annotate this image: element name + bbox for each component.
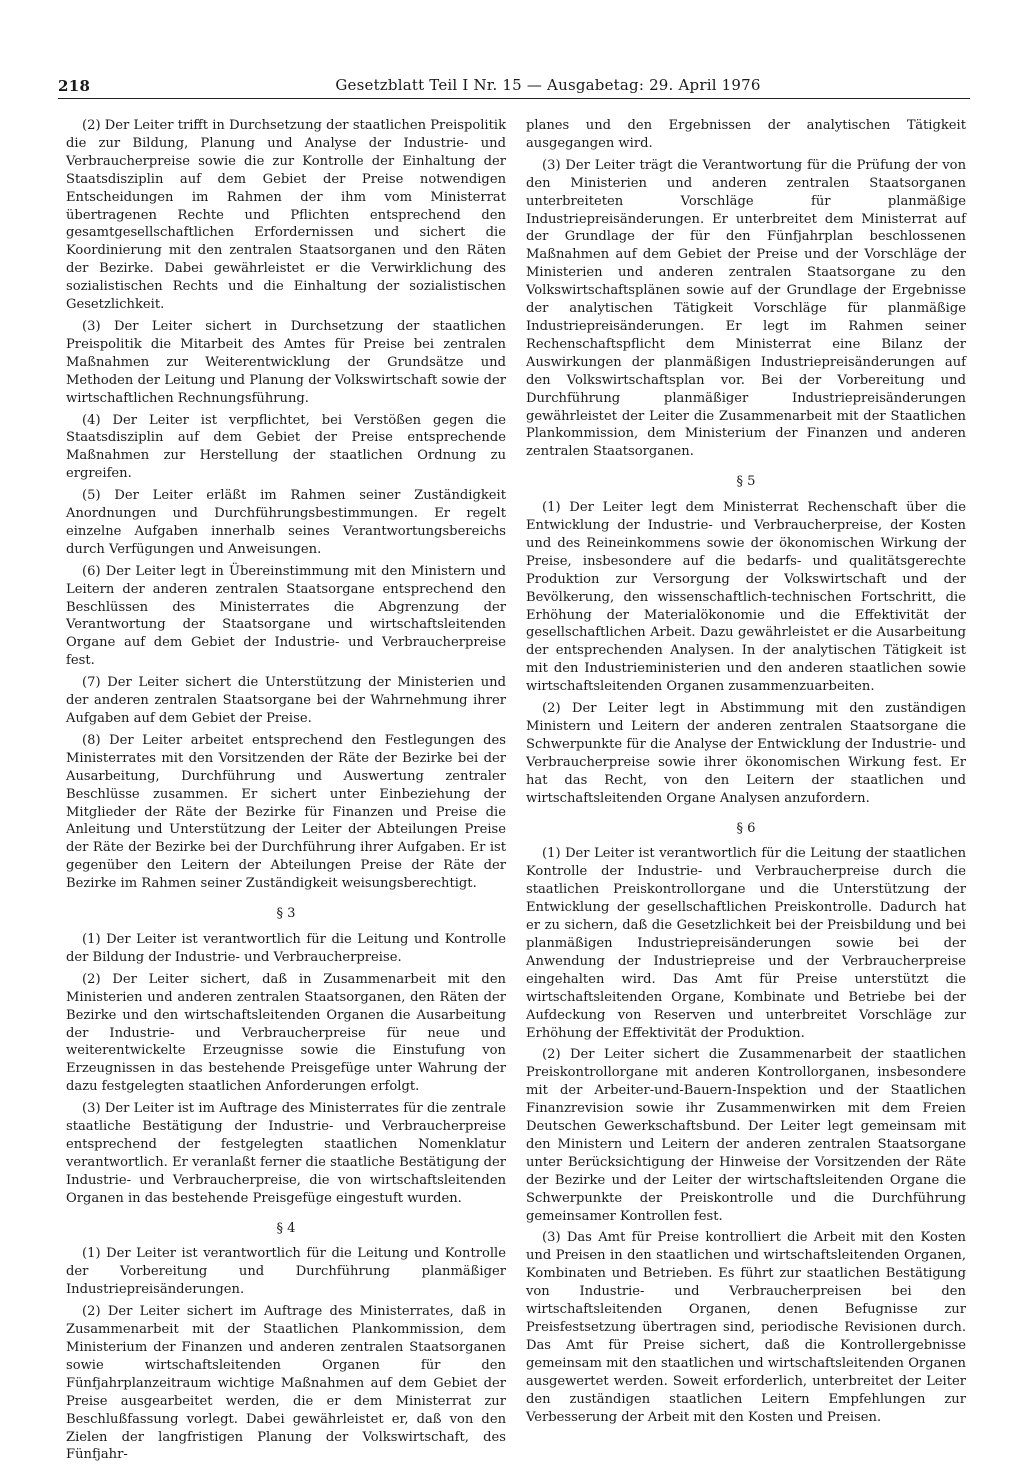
paragraph: (1) Der Leiter ist verantwortlich für die Leitung und Kontrolle der Bildung der Industrie- und Verbraucherpreise. <box>66 931 506 965</box>
paragraph: (3) Der Leiter trägt die Verantwortung für die Prüfung der von den Ministerien und anderen zentralen Staatsorganen unterbreiteten Vorschläge für planmäßige Industriepreisänderungen. Er unterbreitet dem Ministerrat auf der Grundlage der für den Fünfjahrplan beschlossenen Maßnahmen auf dem Gebiet der Preise und der Vorschläge der Ministerien und anderen zentralen Staatsorgane zu den Volkswirtschaftsplänen sowie auf der Grundlage der Ergebnisse der analytischen Tätigkeit Vorschläge für planmäßige Industriepreisänderungen. Er legt im Rahmen seiner Rechenschaftspflicht dem Ministerrat eine Bilanz der Auswirkungen der planmäßigen Industriepreisänderungen auf den Volkswirtschaftsplan vor. Bei der Vorbereitung und Durchführung planmäßiger Industriepreisänderungen gewährleistet der Leiter die Zusammenarbeit mit der Staatlichen Plankommission, dem Ministerium der Finanzen und anderen zentralen Staatsorganen. <box>526 157 966 460</box>
section-heading: § 3 <box>276 906 296 922</box>
paragraph: (2) Der Leiter trifft in Durchsetzung der staatlichen Preispolitik die zur Bildung, Planung und Analyse der Industrie- und Verbraucherpreise sowie die zur Kontrolle der Einhaltung der Staatsdisziplin auf dem Gebiet der Preise notwendigen Entscheidungen im Rahmen der ihm vom Ministerrat übertragenen Rechte und Pflichten entsprechend den gesamtgesellschaftlichen Erfordernissen und sichert die Koordinierung mit den zentralen Staatsorganen und den Räten der Bezirke. Dabei gewährleistet er die Verwirklichung des sozialistischen Rechts und die Einhaltung der sozialistischen Gesetzlichkeit. <box>66 118 506 313</box>
left-column <box>66 117 506 1468</box>
paragraph: (2) Der Leiter legt in Abstimmung mit den zuständigen Ministern und Leitern der anderen zentralen Staatsorgane die Schwerpunkte für die Analyse der Entwicklung der Industrie- und Verbraucherpreise sowie ihrer ökonomischen Wirkung fest. Er hat das Recht, von den Leitern der staatlichen und wirtschaftsleitenden Organe Analysen anzufordern. <box>526 701 966 806</box>
paragraph: (2) Der Leiter sichert, daß in Zusammenarbeit mit den Ministerien und anderen zentralen Staatsorganen, den Räten der Bezirke und den wirtschaftsleitenden Organen die Ausarbeitung der Industrie- und Verbraucherpreise für neue und weiterentwickelte Erzeugnisse sowie die Einstufung von Erzeugnissen in das bestehende Preisgefüge unter Wahrung der dazu festgelegten staatlichen Anforderungen erfolgt. <box>66 971 506 1095</box>
paragraph: (1) Der Leiter legt dem Ministerrat Rechenschaft über die Entwicklung der Industrie- und Verbraucherpreise, der Kosten und des Reineinkommens sowie der ökonomischen Wirkung der Preise, insbesondere auf die bedarfs- und qualitätsgerechte Produktion zur Versorgung der Volkswirtschaft und der Bevölkerung, den wissenschaftlich-technischen Fortschritt, die Erhöhung der Materialökonomie und die Effektivität der gesellschaftlichen Arbeit. Dazu gewährleistet er die Ausarbeitung der entsprechenden Analysen. In der analytischen Tätigkeit ist mit den Industrieministerien und den anderen staatlichen sowie wirtschaftsleitenden Organen zusammenzuarbeiten. <box>526 500 966 695</box>
paragraph: (3) Der Leiter sichert in Durchsetzung der staatlichen Preispolitik die Mitarbeit des Amtes für Preise bei zentralen Maßnahmen zur Weiterentwicklung der Grundsätze und Methoden der Leitung und Planung der Volkswirtschaft sowie der wirtschaftlichen Rechnungsführung. <box>66 318 506 406</box>
paragraph: (2) Der Leiter sichert im Auftrage des Ministerrates, daß in Zusammenarbeit mit der Staatlichen Plankommission, dem Ministerium der Finanzen und anderen zentralen Staatsorganen sowie wirtschaftsleitenden Organen für den Fünfjahrplanzeitraum wichtige Maßnahmen auf dem Gebiet der Preise ausgearbeitet werden, die er dem Ministerrat zur Beschlußfassung vorlegt. Dabei gewährleistet er, daß von den Zielen der langfristigen Planung der Volkswirtschaft, des Fünfjahr- <box>66 1304 506 1463</box>
paragraph: (7) Der Leiter sichert die Unterstützung der Ministerien und der anderen zentralen Staatsorgane bei der Wahrnehmung ihrer Aufgaben auf dem Gebiet der Preise. <box>66 675 506 726</box>
paragraph: (1) Der Leiter ist verantwortlich für die Leitung und Kontrolle der Vorbereitung und Durchführung planmäßiger Industriepreisänderungen. <box>66 1246 506 1298</box>
paragraph: (5) Der Leiter erläßt im Rahmen seiner Zuständigkeit Anordnungen und Durchführungsbestimmungen. Er regelt einzelne Aufgaben innerhalb seines Verantwortungsbereichs durch Verfügungen und Anweisungen. <box>66 488 506 557</box>
paragraph: (6) Der Leiter legt in Übereinstimmung mit den Ministern und Leitern der anderen zentralen Staatsorgane entsprechend den Beschlüssen des Ministerrates die Abgrenzung der Verantwortung der Staatsorgane und wirtschaftsleitenden Organe auf dem Gebiet der Industrie- und Verbraucherpreise fest. <box>66 563 506 669</box>
paragraph: (3) Das Amt für Preise kontrolliert die Arbeit mit den Kosten und Preisen in den staatlichen und wirtschaftsleitenden Organen, Kombinaten und Betrieben. Es führt zur staatlichen Bestätigung von Industrie- und Verbraucherpreisen bei den wirtschaftsleitenden Organen, denen Befugnisse zur Preisfestsetzung übertragen sind, periodische Revisionen durch. Das Amt für Preise sichert, daß die Kontrollergebnisse gemeinsam mit den staatlichen und wirtschaftsleitenden Organen ausgewertet werden. Soweit erforderlich, unterbreitet der Leiter den zuständigen staatlichen Leitern Empfehlungen zur Verbesserung der Arbeit mit den Kosten und Preisen. <box>526 1230 966 1425</box>
running-title: Gesetzblatt Teil I Nr. 15 — Ausgabetag: 29. April 1976 <box>335 76 761 94</box>
page-header <box>58 76 970 99</box>
paragraph: (2) Der Leiter sichert die Zusammenarbeit der staatlichen Preiskontrollorgane mit anderen Kontrollorganen, insbesondere mit der Arbeiter-und-Bauern-Inspektion und der Staatlichen Finanzrevision sowie ihr Zusammenwirken mit dem Freien Deutschen Gewerkschaftsbund. Der Leiter legt gemeinsam mit den Ministern und Leitern der anderen zentralen Staatsorgane unter Berücksichtigung der Hinweise der Vorsitzenden der Räte der Bezirke und der Leiter der wirtschaftsleitenden Organe die Schwerpunkte der Preiskontrolle und die Durchführung gemeinsamer Kontrollen fest. <box>526 1047 966 1224</box>
section-heading: § 4 <box>276 1220 296 1236</box>
right-column <box>526 117 966 1430</box>
section-heading: § 6 <box>736 820 756 836</box>
section-heading: § 5 <box>736 474 756 490</box>
paragraph-continued: planes und den Ergebnissen der analytischen Tätigkeit ausgegangen wird. <box>526 118 966 151</box>
page-number: 218 <box>58 77 91 95</box>
paragraph: (4) Der Leiter ist verpflichtet, bei Verstößen gegen die Staatsdisziplin auf dem Gebiet der Preise entsprechende Maßnahmen zur Herstellung der staatlichen Ordnung zu ergreifen. <box>66 412 506 482</box>
paragraph: (8) Der Leiter arbeitet entsprechend den Festlegungen des Ministerrates mit den Vorsitzenden der Räte der Bezirke bei der Ausarbeitung, Durchführung und Auswertung zentraler Beschlüsse zusammen. Er sichert unter Einbeziehung der Mitglieder der Räte der Bezirke für Finanzen und Preise die Anleitung und Unterstützung der Leiter der Abteilungen Preise der Räte der Bezirke bei der Durchführung ihrer Aufgaben. Er ist gegenüber den Leitern der Abteilungen Preise der Räte der Bezirke im Rahmen seiner Zuständigkeit weisungsberechtigt. <box>66 732 506 892</box>
paragraph: (3) Der Leiter ist im Auftrage des Ministerrates für die zentrale staatliche Bestätigung der Industrie- und Verbraucherpreise entsprechend der festgelegten staatlichen Nomenklatur verantwortlich. Er veranlaßt ferner die staatliche Bestätigung der Industrie- und Verbraucherpreise, die von wirtschaftsleitenden Organen in das bestehende Preisgefüge eingestuft wurden. <box>66 1101 506 1206</box>
paragraph: (1) Der Leiter ist verantwortlich für die Leitung der staatlichen Kontrolle der Industrie- und Verbraucherpreise durch die staatlichen Preiskontrollorgane und die Unterstützung der Entwicklung der gesellschaftlichen Preiskontrolle. Dadurch hat er zu sichern, daß die Gesetzlichkeit bei der Preisbildung und bei planmäßigen Industriepreisänderungen sowie bei der Anwendung der Industriepreise und der Verbraucherpreise eingehalten wird. Das Amt für Preise unterstützt die wirtschaftsleitenden Organe, Kombinate und Betriebe bei der Aufdeckung von Reserven und unterbreitet Vorschläge zur Erhöhung der Effektivität der Produktion. <box>526 846 966 1041</box>
